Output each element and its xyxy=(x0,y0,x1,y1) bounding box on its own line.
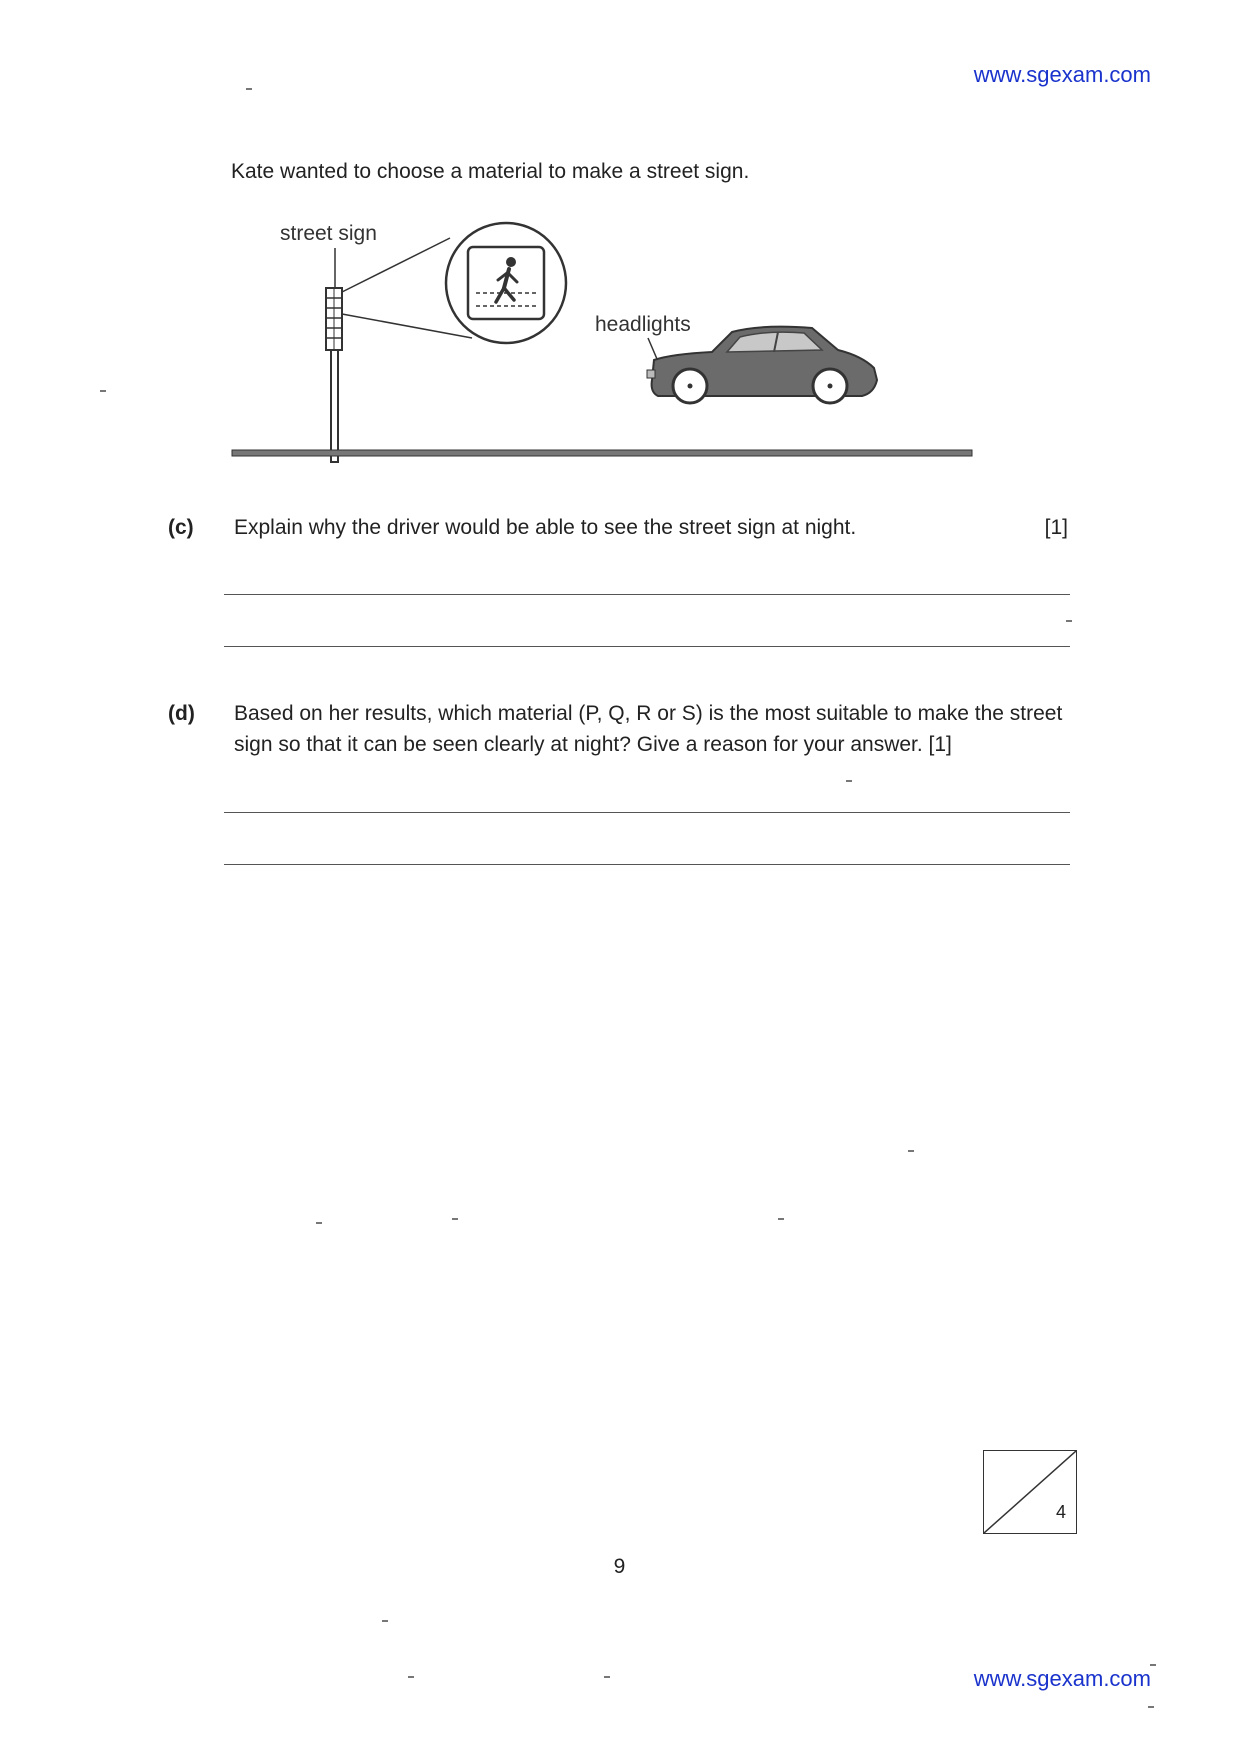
scan-speck xyxy=(908,1150,914,1152)
car xyxy=(647,327,877,403)
zoom-line-top xyxy=(342,238,450,292)
street-sign-figure xyxy=(222,210,982,470)
scan-speck xyxy=(846,780,852,782)
zoom-line-bottom xyxy=(342,314,472,338)
scan-speck xyxy=(604,1676,610,1678)
answer-line-d-1[interactable] xyxy=(224,812,1070,813)
question-c-number: (c) xyxy=(168,516,194,539)
question-d-number: (d) xyxy=(168,702,195,725)
headlights-label: headlights xyxy=(595,313,691,336)
magnified-sign xyxy=(446,223,566,343)
street-sign-diagram xyxy=(222,210,982,470)
scan-speck xyxy=(382,1620,388,1622)
scan-speck xyxy=(1066,620,1072,622)
scan-speck xyxy=(408,1676,414,1678)
street-sign-label: street sign xyxy=(280,222,377,245)
intro-text: Kate wanted to choose a material to make a street sign. xyxy=(231,160,750,183)
website-link-bottom[interactable]: www.sgexam.com xyxy=(973,1666,1151,1691)
sign-pole xyxy=(331,350,338,462)
scan-speck xyxy=(1148,1706,1154,1708)
question-c-marks: [1] xyxy=(1044,516,1068,539)
sign-panel xyxy=(326,288,342,350)
answer-line-c-1[interactable] xyxy=(224,594,1070,595)
scan-speck xyxy=(100,390,106,392)
question-c-text: Explain why the driver would be able to see the street sign at night. xyxy=(234,516,857,539)
headlight xyxy=(647,370,655,378)
page-number: 9 xyxy=(613,1555,626,1578)
scan-speck xyxy=(452,1218,458,1220)
score-max-marks: 4 xyxy=(1055,1502,1066,1522)
answer-line-c-2[interactable] xyxy=(224,646,1070,647)
scan-speck xyxy=(246,88,252,90)
score-box xyxy=(983,1450,1077,1534)
road xyxy=(232,450,972,456)
website-link-top[interactable]: www.sgexam.com xyxy=(973,62,1151,87)
answer-line-d-2[interactable] xyxy=(224,864,1070,865)
scan-speck xyxy=(778,1218,784,1220)
scan-speck xyxy=(1150,1664,1156,1666)
question-d-text: Based on her results, which material (P, Q, R or S) is the most suitable to make the street sign so that it can be seen clearly at night? Give a reason for your answer. [1] xyxy=(234,702,1063,756)
scan-speck xyxy=(316,1222,322,1224)
